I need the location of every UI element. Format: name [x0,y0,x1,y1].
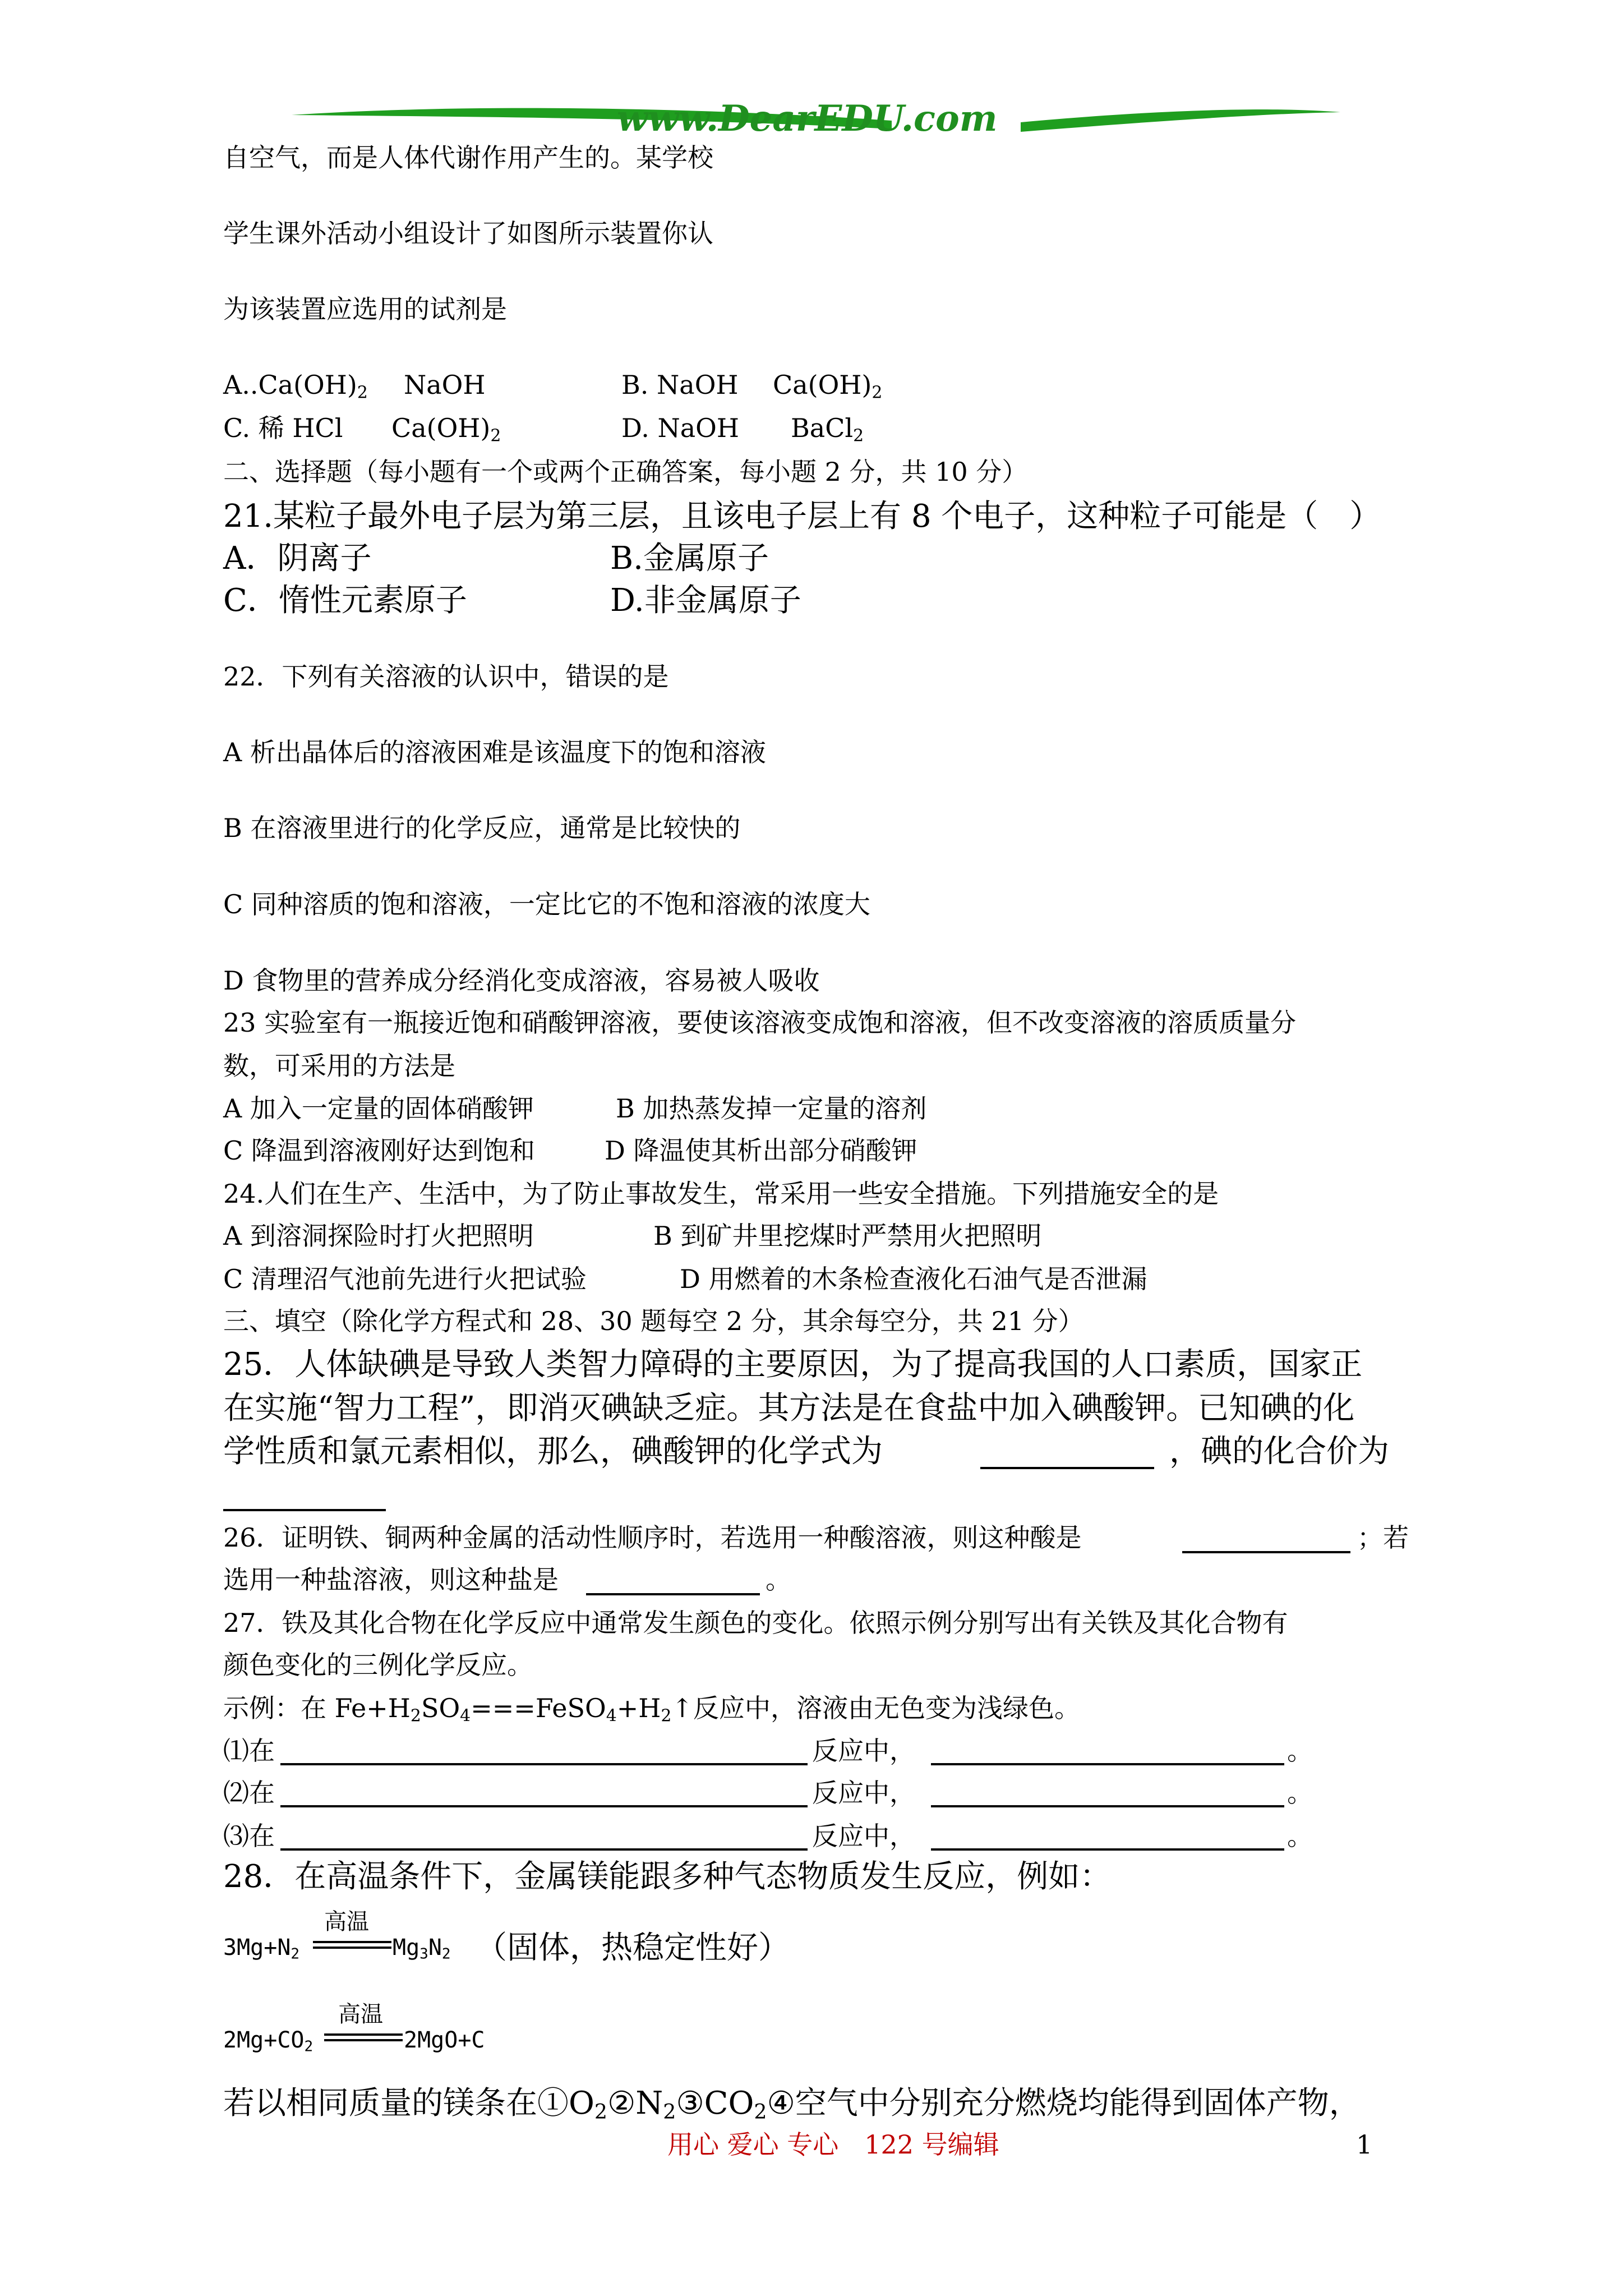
question-25-cont: ，碘的化合价为 [1169,1433,1389,1470]
answer-blank[interactable] [280,1763,808,1765]
q24-option-a: A 到溶洞探险时打火把照明 [223,1221,534,1251]
equation-2 [223,2000,616,2062]
subscript: 2 [663,2100,676,2124]
example-text: 示例：在 Fe+H [223,1693,411,1723]
q22-option-d: D 食物里的营养成分经消化变成溶液，容易被人吸收 [223,965,820,996]
answer-blank[interactable] [280,1848,808,1851]
subscript: 3 [419,1945,428,1963]
q23-option-d: D 降温使其析出部分硝酸钾 [605,1135,917,1166]
q21-option-c: C．惰性元素原子 [223,582,467,619]
question-25-cont: 在实施“智力工程”，即消灭碘缺乏症。其方法是在食盐中加入碘酸钾。已知碘的化 [223,1390,1355,1427]
question-28: 28．在高温条件下，金属镁能跟多种气态物质发生反应，例如： [223,1858,1112,1895]
subscript: 2 [853,426,864,446]
brand-text: www.DearEDU.com [617,98,998,140]
option-b-2 [773,372,882,401]
example-text: +H [616,1693,661,1723]
answer-blank[interactable] [223,1509,386,1511]
section-heading: 三、填空（除化学方程式和 28、30 题每空 2 分，其余每空分，共 21 分） [223,1306,1084,1336]
q24-option-b: B 到矿井里挖煤时严禁用火把照明 [653,1221,1042,1251]
example-text: ===FeSO [471,1693,606,1723]
subscript: 2 [661,1706,672,1726]
blank-row-label: ⑵在 [223,1778,275,1808]
subscript: 2 [872,383,883,403]
section-heading: 二、选择题（每小题有一个或两个正确答案，每小题 2 分，共 10 分） [223,457,1028,487]
q23-option-b: B 加热蒸发掉一定量的溶剂 [616,1093,927,1124]
text-part: ③CO [676,2085,754,2122]
q22-option-c: C 同种溶质的饱和溶液，一定比它的不饱和溶液的浓度大 [223,889,870,919]
eq-text: 2Mg+CO [223,2027,305,2053]
eq1-note: （固体，热稳定性好） [476,1930,790,1966]
question-27-cont: 颜色变化的三例化学反应。 [223,1650,533,1680]
subscript: 2 [441,1945,451,1963]
subscript: 4 [460,1706,471,1726]
answer-blank[interactable] [931,1805,1284,1807]
question-22: 22．下列有关溶液的认识中，错误的是 [223,661,669,692]
q21-option-b: B.金属原子 [610,540,769,577]
header-banner [292,95,1340,146]
example-text: SO [421,1693,460,1723]
eq2-condition: 高温 [338,2001,383,2027]
answer-blank[interactable] [980,1467,1154,1469]
blank-row-label: ⑶在 [223,1821,275,1851]
q23-option-c: C 降温到溶液刚好达到饱和 [223,1135,535,1166]
answer-blank[interactable] [586,1593,760,1595]
text-part: ②N [607,2085,663,2122]
eq-text: Mg [393,1935,420,1961]
subscript: 4 [606,1706,617,1726]
text-part: 若以相同质量的镁条在①O [223,2085,594,2122]
subscript: 2 [754,2100,767,2124]
text-part: ④空气中分别充分燃烧均能得到固体产物， [767,2085,1361,2122]
answer-blank[interactable] [1182,1551,1350,1553]
text-line: 为该装置应选用的试剂是 [223,294,507,324]
eq-text: 3Mg+N [223,1935,291,1961]
text-line: 学生课外活动小组设计了如图所示装置你认 [223,218,713,249]
question-26-cont: 选用一种盐溶液，则这种盐是 [223,1565,559,1595]
option-d-2-text: BaCl [791,413,854,443]
footer-note: 用心 爱心 专心 122 号编辑 [667,2129,999,2160]
option-a [223,372,368,401]
question-21: 21.某粒子最外电子层为第三层，且该电子层上有 8 个电子，这种粒子可能是（ ） [223,498,1381,535]
example-text: ↑反应中，溶液由无色变为浅绿色。 [671,1693,1080,1723]
q24-option-d: D 用燃着的木条检查液化石油气是否泄漏 [680,1264,1147,1294]
blank-row-end: 。 [1287,1821,1313,1851]
blank-row-label: ⑴在 [223,1736,275,1766]
subscript: 2 [490,426,501,446]
q22-option-b: B 在溶液里进行的化学反应，通常是比较快的 [223,813,741,843]
q21-option-d: D.非金属原子 [610,582,801,619]
question-26-cont: ；若 [1357,1522,1409,1553]
answer-blank[interactable] [931,1763,1284,1765]
question-25-cont: 学性质和氯元素相似，那么，碘酸钾的化学式为 [223,1433,883,1470]
blank-row-mid: 反应中， [812,1821,915,1851]
q24-option-c: C 清理沼气池前先进行火把试验 [223,1264,587,1294]
answer-blank[interactable] [931,1848,1284,1851]
option-b-2-text: Ca(OH) [773,370,872,400]
eq2-equals-line [324,2033,403,2036]
blank-row-mid: 反应中， [812,1778,915,1808]
blank-row-end: 。 [1287,1736,1313,1766]
answer-blank[interactable] [280,1805,808,1807]
eq1-left [223,1936,299,1962]
option-d-2 [791,415,864,444]
subscript: 2 [594,2100,608,2124]
question-23-cont: 数，可采用的方法是 [223,1051,455,1081]
option-c-2-text: Ca(OH) [391,413,491,443]
text-line: 自空气，而是人体代谢作用产生的。某学校 [223,142,713,173]
question-24: 24.人们在生产、生活中，为了防止事故发生，常采用一些安全措施。下列措施安全的是 [223,1179,1219,1209]
subscript: 2 [357,383,368,403]
option-a-2: NaOH [404,370,486,400]
question-26-cont: 。 [766,1565,791,1595]
option-b: B. NaOH [621,370,739,400]
blank-row-end: 。 [1287,1778,1313,1808]
q21-option-a: A．阴离子 [223,540,372,577]
question-27: 27．铁及其化合物在化学反应中通常发生颜色的变化。依照示例分别写出有关铁及其化合物有 [223,1608,1288,1638]
eq-text: N [428,1935,442,1961]
option-a-text: A..Ca(OH) [223,370,357,400]
example-line [223,1695,1080,1724]
option-d: D. NaOH [621,413,739,443]
option-c: C. 稀 HCl [223,413,343,443]
q22-option-a: A 析出晶体后的溶液困难是该温度下的饱和溶液 [223,737,766,767]
question-26: 26．证明铁、铜两种金属的活动性顺序时，若选用一种酸溶液，则这种酸是 [223,1522,1082,1553]
eq2-left [223,2029,313,2054]
option-c-2 [391,415,501,444]
eq2-right: 2MgO+C [404,2027,485,2053]
equation-1 [223,1907,840,1969]
question-25: 25．人体缺碘是导致人类智力障碍的主要原因，为了提高我国的人口素质，国家正 [223,1346,1363,1383]
subscript: 2 [410,1706,421,1726]
eq1-equals-line [313,1941,391,1943]
q23-option-a: A 加入一定量的固体硝酸钾 [223,1093,534,1124]
eq1-condition: 高温 [324,1909,369,1935]
question-28-cont [223,2085,1361,2124]
eq1-right [393,1936,451,1962]
page-number: 1 [1356,2129,1373,2160]
eq2-equals-line [324,2039,403,2041]
question-23: 23 实验室有一瓶接近饱和硝酸钾溶液，要使该溶液变成饱和溶液，但不改变溶液的溶质质量分 [223,1007,1297,1038]
blank-row-mid: 反应中， [812,1736,915,1766]
eq1-equals-line [313,1947,391,1949]
subscript: 2 [291,1945,300,1963]
subscript: 2 [304,2038,313,2055]
